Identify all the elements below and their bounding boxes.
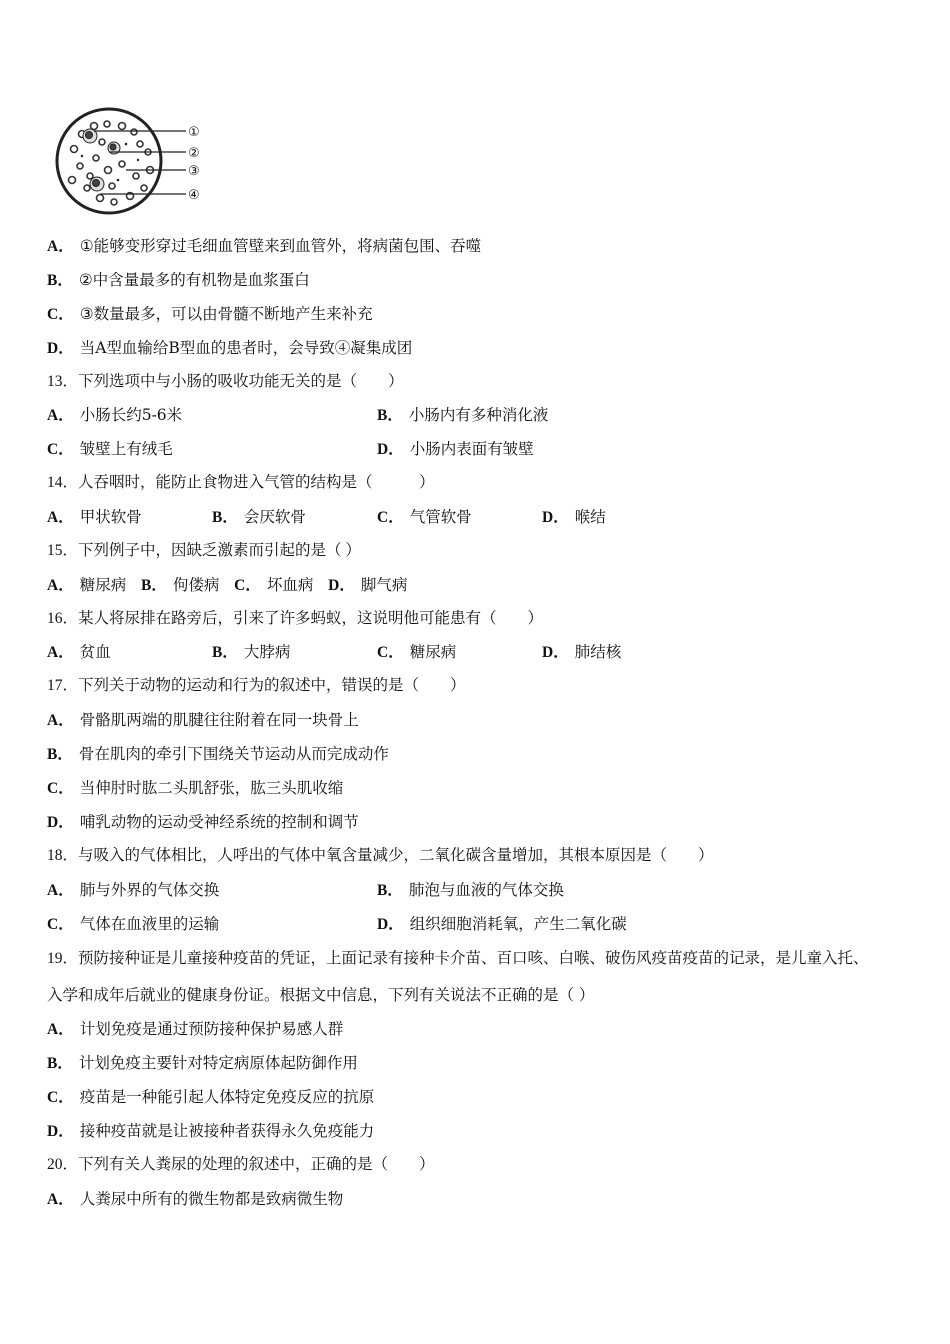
option-18-d <box>377 914 627 935</box>
option-13-c <box>47 439 173 460</box>
option-key: D． <box>542 644 569 661</box>
option-key: B． <box>212 644 238 661</box>
option-18-b <box>377 880 564 901</box>
option-text: 气管软骨 <box>409 508 472 526</box>
option-18-c <box>47 914 219 935</box>
option-text: 贫血 <box>79 643 111 661</box>
option-key: D． <box>377 916 404 933</box>
option-15-d-key: D． <box>328 577 355 594</box>
option-15-c-key: C． <box>234 577 261 594</box>
option-text: 哺乳动物的运动受神经系统的控制和调节 <box>79 813 359 831</box>
option-17-b <box>47 744 389 765</box>
option-key: B． <box>377 407 403 424</box>
option-key: D． <box>377 441 404 458</box>
option-key: B． <box>47 272 73 289</box>
option-key: C． <box>47 306 74 323</box>
option-key: B． <box>212 509 238 526</box>
option-text: ①能够变形穿过毛细血管壁来到血管外，将病菌包围、吞噬 <box>79 237 482 255</box>
option-text: 计划免疫是通过预防接种保护易感人群 <box>79 1020 344 1038</box>
question-13-stem: 13．下列选项中与小肠的吸收功能无关的是（ ） <box>47 373 404 390</box>
option-17-a <box>47 710 359 731</box>
question-19-stem-line1: 19．预防接种证是儿童接种疫苗的凭证，上面记录有接种卡介苗、百口咳、白喉、破伤风疫苗疫苗的记录，是儿童入托、 <box>47 950 869 967</box>
option-text: 肺泡与血液的气体交换 <box>408 881 564 899</box>
option-14-c <box>377 507 472 528</box>
option-17-c <box>47 778 343 799</box>
option-key: C． <box>377 644 404 661</box>
option-key: B． <box>377 882 403 899</box>
option-12-a <box>47 236 481 257</box>
option-key: A． <box>47 644 74 661</box>
option-key: A． <box>47 1021 74 1038</box>
option-text: 计划免疫主要针对特定病原体起防御作用 <box>78 1054 358 1072</box>
label-1: ① <box>188 125 200 140</box>
option-key: A． <box>47 712 74 729</box>
option-key: C． <box>377 509 404 526</box>
question-18-stem: 18．与吸入的气体相比，人呼出的气体中氧含量减少，二氧化碳含量增加，其根本原因是（ ） <box>47 847 714 864</box>
option-12-d <box>47 338 412 359</box>
option-key: A． <box>47 238 74 255</box>
option-18-a <box>47 880 219 901</box>
question-17-stem: 17．下列关于动物的运动和行为的叙述中，错误的是（ ） <box>47 677 466 694</box>
option-text: 大脖病 <box>243 643 291 661</box>
option-text: 当A型血输给B型血的患者时，会导致④凝集成团 <box>79 339 413 357</box>
option-17-d <box>47 812 359 833</box>
label-3: ③ <box>188 164 200 179</box>
option-text: 小肠内表面有皱壁 <box>409 440 534 458</box>
option-key: A． <box>47 882 74 899</box>
question-20-stem: 20．下列有关人粪尿的处理的叙述中，正确的是（ ） <box>47 1156 435 1173</box>
option-key: C． <box>47 1089 74 1106</box>
option-15-d-text: 脚气病 <box>360 576 408 594</box>
option-16-b <box>212 642 290 663</box>
option-14-d <box>542 507 606 528</box>
option-text: 疫苗是一种能引起人体特定免疫反应的抗原 <box>79 1088 375 1106</box>
option-text: 小肠内有多种消化液 <box>408 406 549 424</box>
option-16-a <box>47 642 111 663</box>
label-2: ② <box>188 146 200 161</box>
question-15-stem: 15．下列例子中，因缺乏激素而引起的是（ ） <box>47 542 361 559</box>
option-text: 喉结 <box>574 508 606 526</box>
question-16-stem: 16．某人将尿排在路旁后，引来了许多蚂蚁，这说明他可能患有（ ） <box>47 610 544 627</box>
option-15-c-text: 坏血病 <box>266 576 314 594</box>
option-text: 接种疫苗就是让被接种者获得永久免疫能力 <box>79 1122 375 1140</box>
option-13-d <box>377 439 534 460</box>
option-text: 小肠长约5-6米 <box>79 406 183 424</box>
option-key: D． <box>542 509 569 526</box>
blood-smear-figure <box>52 104 212 220</box>
option-12-c <box>47 304 373 325</box>
option-key: A． <box>47 1191 74 1208</box>
microscope-field-circle <box>57 109 161 213</box>
option-text: 骨骼肌两端的肌腱往往附着在同一块骨上 <box>79 711 359 729</box>
option-15-row <box>47 575 407 596</box>
option-text: 气体在血液里的运输 <box>79 915 220 933</box>
option-key: A． <box>47 509 74 526</box>
option-15-a-key: A． <box>47 577 74 594</box>
option-key: D． <box>47 1123 74 1140</box>
option-key: C． <box>47 441 74 458</box>
option-15-b-key: B． <box>141 577 167 594</box>
option-16-d <box>542 642 621 663</box>
question-19-stem-line2: 入学和成年后就业的健康身份证。根据文中信息，下列有关说法不正确的是（ ） <box>47 986 595 1004</box>
option-text: 当伸肘时肱二头肌舒张，肱三头肌收缩 <box>79 779 344 797</box>
option-19-b <box>47 1053 358 1074</box>
option-text: 人粪尿中所有的微生物都是致病微生物 <box>79 1190 344 1208</box>
option-key: C． <box>47 780 74 797</box>
option-text: 组织细胞消耗氧，产生二氧化碳 <box>409 915 627 933</box>
option-14-b <box>212 507 306 528</box>
option-15-a-text: 糖尿病 <box>79 576 127 594</box>
option-key: D． <box>47 340 74 357</box>
option-key: B． <box>47 746 73 763</box>
option-12-b <box>47 270 310 291</box>
option-key: A． <box>47 407 74 424</box>
option-text: 皱壁上有绒毛 <box>79 440 173 458</box>
option-13-b <box>377 405 548 426</box>
option-key: B． <box>47 1055 73 1072</box>
option-19-a <box>47 1019 343 1040</box>
option-text: ②中含量最多的有机物是血浆蛋白 <box>78 271 310 289</box>
option-16-c <box>377 642 456 663</box>
option-text: 肺结核 <box>574 643 622 661</box>
option-key: C． <box>47 916 74 933</box>
option-14-a <box>47 507 142 528</box>
option-text: 骨在肌肉的牵引下围绕关节运动从而完成动作 <box>78 745 389 763</box>
option-key: D． <box>47 814 74 831</box>
option-19-d <box>47 1121 374 1142</box>
question-14-stem: 14．人吞咽时，能防止食物进入气管的结构是（ ） <box>47 474 435 491</box>
label-numbers <box>188 125 200 203</box>
option-13-a <box>47 405 182 426</box>
option-text: 糖尿病 <box>409 643 457 661</box>
option-text: ③数量最多，可以由骨髓不断地产生来补充 <box>79 305 373 323</box>
option-19-c <box>47 1087 374 1108</box>
option-text: 甲状软骨 <box>79 508 142 526</box>
option-20-a <box>47 1189 343 1210</box>
option-text: 肺与外界的气体交换 <box>79 881 220 899</box>
option-text: 会厌软骨 <box>243 508 306 526</box>
option-15-b-text: 佝偻病 <box>172 576 220 594</box>
label-4: ④ <box>188 188 200 203</box>
